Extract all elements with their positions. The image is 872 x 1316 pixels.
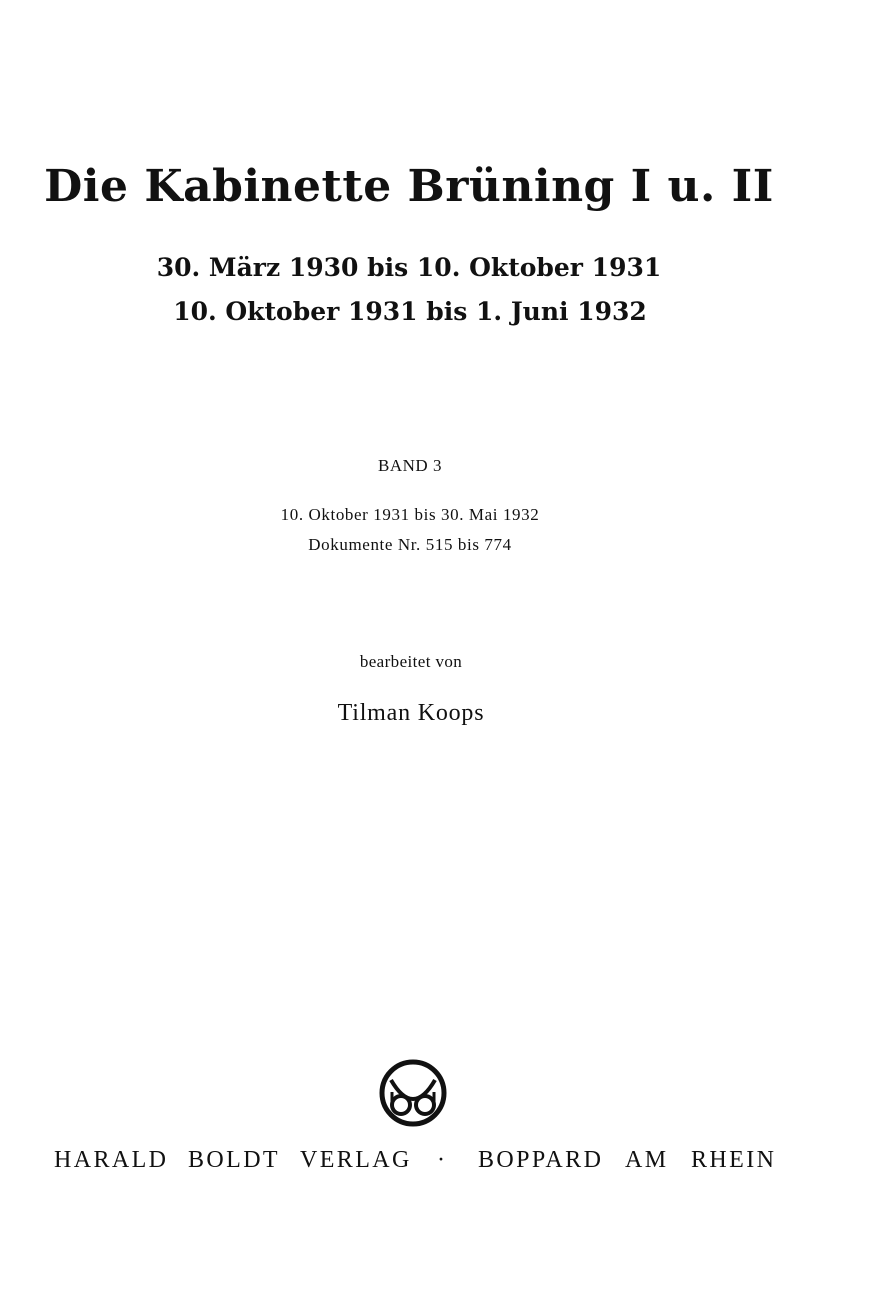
cabinet-period-1: 30. März 1930 bis 10. Oktober 1931	[156, 253, 662, 282]
publisher-monogram-icon	[378, 1058, 448, 1128]
place-word: RHEIN	[691, 1147, 777, 1173]
editor-name: Tilman Koops	[337, 700, 485, 726]
edited-by-label: bearbeitet von	[359, 652, 463, 671]
document-number-range: Dokumente Nr. 515 bis 774	[308, 535, 512, 554]
place-word: AM	[625, 1147, 669, 1173]
book-title: Die Kabinette Brüning I u. II	[44, 161, 774, 212]
cabinet-period-2: 10. Oktober 1931 bis 1. Juni 1932	[173, 297, 647, 326]
publisher-word: BOLDT	[188, 1147, 280, 1173]
publisher-word: HARALD	[54, 1147, 169, 1173]
publisher-word: VERLAG	[300, 1147, 412, 1173]
volume-date-range: 10. Oktober 1931 bis 30. Mai 1932	[280, 505, 540, 524]
volume-label: BAND 3	[378, 456, 442, 475]
place-word: BOPPARD	[478, 1147, 604, 1173]
imprint-separator: ·	[437, 1147, 448, 1173]
